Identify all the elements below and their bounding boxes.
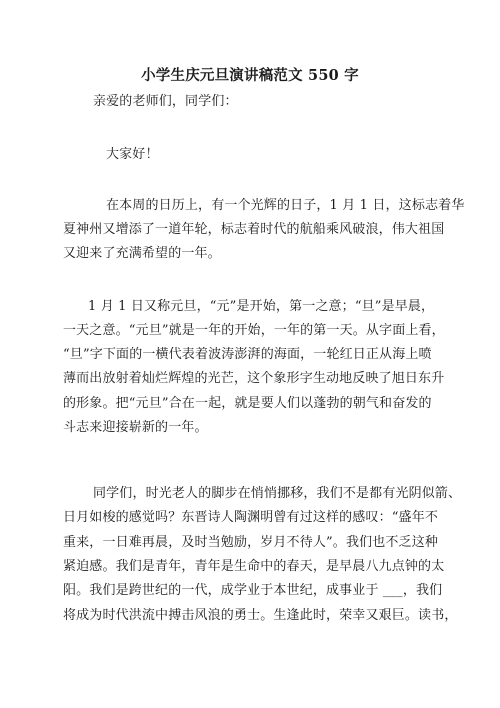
paragraph-3-line-2: 日月如梭的感觉吗？东晋诗人陶渊明曾有过这样的感叹：“盛年不 xyxy=(63,510,438,525)
paragraph-2-line-3: “旦”字下面的一横代表着波涛澎湃的海面，一轮红日正从海上喷 xyxy=(63,347,432,362)
paragraph-2-line-5: 的形象。把“元旦”合在一起，就是要人们以蓬勃的朝气和奋发的 xyxy=(63,396,432,411)
paragraph-3-line-5: 阳。我们是跨世纪的一代，成学业于本世纪，成事业于 ___，我们 xyxy=(63,583,443,598)
paragraph-1-line-1: 在本周的日历上，有一个光辉的日子，1 月 1 日，这标志着华 xyxy=(106,198,465,213)
paragraph-2-line-2: 一天之意。“元旦”就是一年的开始，一年的第一天。从字面上看， xyxy=(63,323,445,338)
paragraph-1-line-3: 又迎来了充满希望的一年。 xyxy=(63,246,221,261)
paragraph-2-line-1: 1 月 1 日又称元旦，“元”是开始，第一之意；“旦”是早晨， xyxy=(88,299,435,314)
paragraph-2-line-4: 薄而出放射着灿烂辉煌的光芒，这个象形字生动地反映了旭日东升 xyxy=(63,371,445,386)
greeting: 大家好！ xyxy=(106,147,159,162)
salutation: 亲爱的老师们，同学们： xyxy=(93,94,238,109)
paragraph-3-line-4: 紧迫感。我们是青年，青年是生命中的春天，是早晨八九点钟的太 xyxy=(63,559,445,574)
paragraph-3-line-1: 同学们，时光老人的脚步在悄悄挪移，我们不是都有光阴似箭、 xyxy=(93,486,462,501)
paragraph-2-line-6: 斗志来迎接崭新的一年。 xyxy=(63,420,208,435)
document-title: 小学生庆元旦演讲稿范文 550 字 xyxy=(141,67,359,84)
paragraph-3-line-6: 将成为时代洪流中搏击风浪的勇士。生逢此时，荣幸又艰巨。读书， xyxy=(63,608,458,623)
paragraph-1-line-2: 夏神州又增添了一道年轮，标志着时代的航船乘风破浪，伟大祖国 xyxy=(63,222,445,237)
paragraph-3-line-3: 重来，一日难再晨，及时当勉励，岁月不待人”。我们也不乏这种 xyxy=(63,535,438,550)
